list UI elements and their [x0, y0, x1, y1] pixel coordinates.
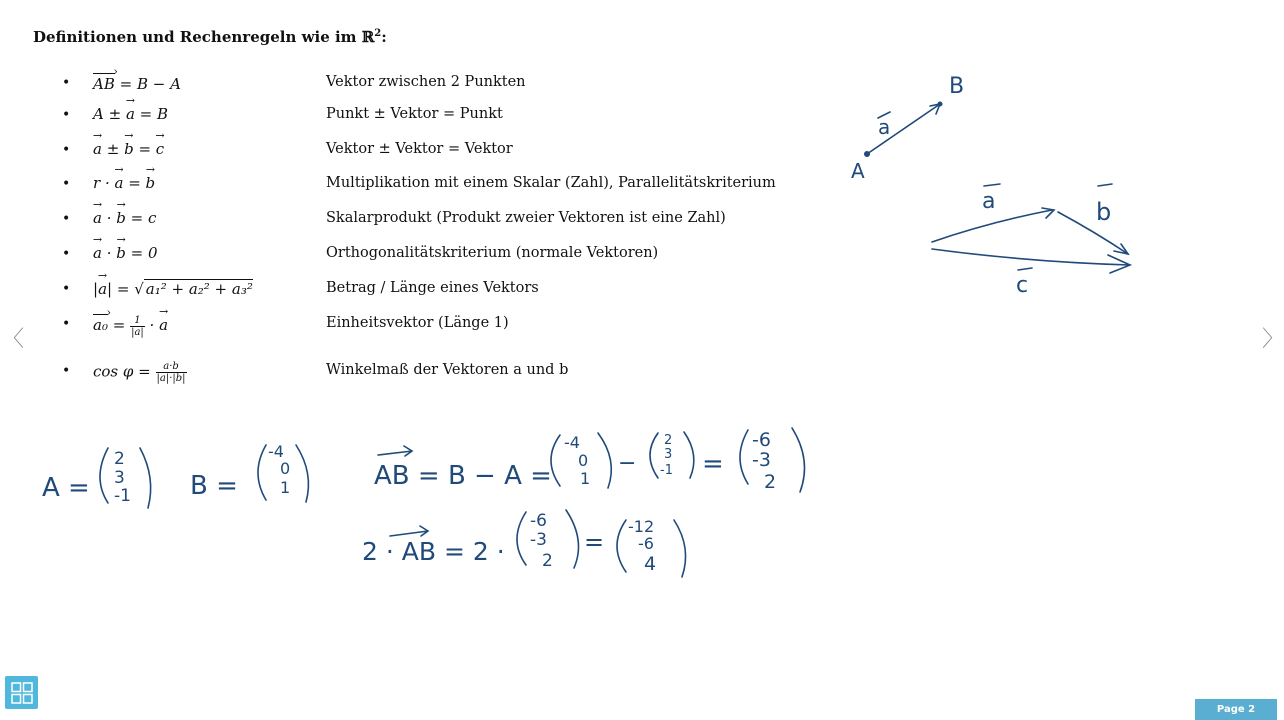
- point-b-coord-2: 0: [280, 459, 291, 478]
- bullet: •: [62, 281, 71, 297]
- eq1-result-2: -3: [752, 449, 771, 471]
- rule-description: Orthogonalitätskriterium (normale Vektoren): [326, 245, 659, 261]
- eq2-result-1: -12: [628, 517, 655, 536]
- point-a-label: A =: [42, 473, 90, 503]
- grid-icon: [10, 681, 34, 705]
- triangle-vector-a: [932, 210, 1052, 242]
- rule-description: Punkt ± Vektor = Punkt: [326, 106, 503, 122]
- triangle-label-b: b: [1096, 198, 1112, 226]
- slide-heading: Definitionen und Rechenregeln wie im ℝ$^2$:: [33, 28, 387, 46]
- point-b-label: B =: [190, 471, 238, 501]
- equation1-ab-arrow: [378, 446, 412, 456]
- bullet: •: [62, 363, 71, 379]
- paren: [517, 512, 526, 565]
- formula-dot-product: → a · → b = c: [93, 209, 156, 227]
- paren: [551, 435, 560, 486]
- paren: [296, 445, 308, 502]
- paren: [650, 433, 658, 478]
- rule-description: Winkelmaß der Vektoren a und b: [326, 362, 569, 378]
- bullet: •: [62, 246, 71, 262]
- label-arrow-c: [1018, 268, 1032, 270]
- triangle-vector-b: [1058, 212, 1128, 254]
- eq1-v2-1: 2: [664, 433, 673, 448]
- formula-scalar-mult: r · → a = → b: [93, 174, 155, 192]
- eq1-result-1: -6: [752, 429, 771, 451]
- triangle-vector-c: [932, 249, 1130, 265]
- paren: [740, 430, 748, 484]
- paren: [674, 520, 686, 577]
- paren: [684, 432, 694, 478]
- formula-orthogonal: → a · → b = 0: [93, 244, 158, 262]
- point-a-coord-3: -1: [114, 486, 131, 506]
- rule-description: Betrag / Länge eines Vektors: [326, 280, 539, 296]
- thumbnail-grid-button[interactable]: [5, 676, 38, 709]
- formula-ab: AB › = B − A: [93, 73, 181, 93]
- triangle-arrowhead-a: [1042, 208, 1054, 218]
- rule-description: Vektor zwischen 2 Punkten: [326, 74, 526, 90]
- formula-unit-vector: a₀ › = $\frac{1}{|a|}$ · → a: [93, 314, 168, 338]
- eq1-v2-3: -1: [660, 463, 673, 478]
- sketch-label-b: B: [949, 74, 965, 99]
- eq2-result-2: -6: [638, 534, 654, 553]
- point-b-coord-3: 1: [280, 478, 291, 497]
- eq2-equals: =: [584, 528, 605, 556]
- next-page-arrow[interactable]: 〉: [1262, 327, 1284, 352]
- equation2-lhs: 2 · AB = 2 ·: [362, 537, 505, 566]
- eq2-v1-1: -6: [530, 511, 547, 531]
- paren: [566, 510, 579, 568]
- formula-angle: cos φ = $\frac{a\cdot b}{|a|\cdot|b|}$: [93, 361, 186, 384]
- triangle-label-a: a: [982, 189, 996, 214]
- point-a-coord-1: 2: [114, 449, 125, 469]
- heading-symbol: ℝ: [361, 28, 375, 46]
- formula-vector-sum: → a ± → b = → c: [93, 140, 164, 158]
- formula-magnitude: |→ a| = √ a₁² + a₂² + a₃²: [93, 279, 253, 298]
- bullet: •: [62, 316, 71, 332]
- equation1-lhs: AB = B − A =: [374, 461, 552, 491]
- rule-description: Vektor ± Vektor = Vektor: [326, 141, 513, 157]
- paren: [792, 428, 805, 492]
- point-b-dot: [938, 102, 943, 107]
- eq2-v1-3: 2: [542, 551, 553, 571]
- paren: [140, 448, 151, 508]
- sketch-label-vec: a: [878, 115, 891, 139]
- bullet: •: [62, 107, 71, 123]
- eq1-v1-1: -4: [564, 433, 580, 452]
- heading-exponent: 2: [374, 28, 382, 39]
- point-b-coord-1: -4: [268, 442, 284, 461]
- rule-description: Einheitsvektor (Länge 1): [326, 315, 509, 331]
- rule-description: Skalarprodukt (Produkt zweier Vektoren ist eine Zahl): [326, 210, 726, 226]
- point-a-coord-2: 3: [114, 468, 125, 488]
- eq1-minus: −: [618, 451, 637, 476]
- eq2-result-3: 4: [644, 553, 657, 575]
- rule-description: Multiplikation mit einem Skalar (Zahl), Parallelitätskriterium: [326, 175, 776, 191]
- eq1-v1-3: 1: [580, 469, 591, 488]
- paren: [100, 448, 108, 503]
- sketch-label-a: A: [851, 159, 865, 183]
- eq1-v2-2: 3: [664, 447, 673, 462]
- prev-page-arrow[interactable]: 〈: [2, 327, 25, 352]
- paren: [258, 445, 266, 500]
- equation2-ab-arrow: [390, 526, 428, 536]
- page-indicator: Page 2: [1195, 699, 1277, 720]
- point-a-dot: [864, 151, 870, 157]
- eq2-v1-2: -3: [530, 530, 547, 550]
- eq1-v1-2: 0: [578, 451, 589, 470]
- bullet: •: [62, 176, 71, 192]
- paren: [617, 520, 626, 572]
- triangle-label-c: c: [1016, 273, 1029, 298]
- bullet: •: [62, 211, 71, 227]
- eq1-equals: =: [702, 449, 724, 479]
- bullet: •: [62, 142, 71, 158]
- eq1-result-3: 2: [764, 471, 777, 493]
- formula-point-vector: A ± → a = B: [93, 105, 168, 123]
- label-arrow-a: [984, 184, 1000, 186]
- label-arrow-b: [1098, 184, 1112, 186]
- bullet: •: [62, 75, 71, 91]
- paren: [598, 433, 611, 488]
